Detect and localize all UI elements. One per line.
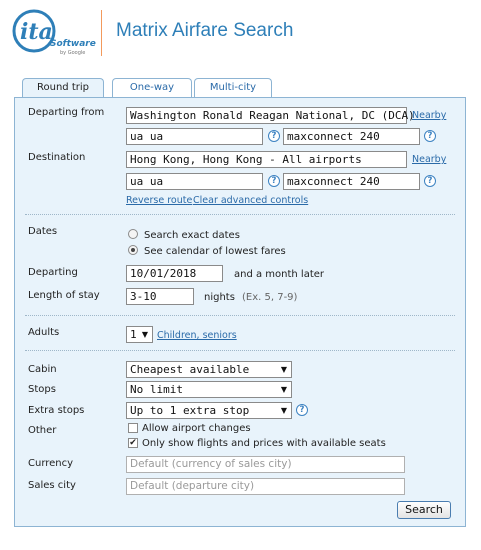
search-form <box>14 97 466 527</box>
departing-from-input[interactable]: Washington Ronald Reagan National, DC (DCA) <box>126 107 407 124</box>
departing-extension-input[interactable]: maxconnect 240 <box>283 128 420 145</box>
adults-label: Adults <box>28 327 60 338</box>
departing-nearby-link[interactable]: Nearby <box>412 110 447 121</box>
triangle-down-icon: ▼ <box>280 406 287 415</box>
exact-dates-label: Search exact dates <box>144 230 240 241</box>
section-divider <box>25 214 455 215</box>
length-of-stay-input[interactable]: 3-10 <box>126 288 194 305</box>
only-available-seats-checkbox[interactable] <box>128 438 138 448</box>
departing-note: and a month later <box>234 269 325 280</box>
logo-by: by Google <box>60 50 86 56</box>
triangle-down-icon: ▼ <box>280 385 287 394</box>
departing-from-label: Departing from <box>28 107 105 118</box>
currency-label: Currency <box>28 458 74 469</box>
departing-routing-input[interactable]: ua ua <box>126 128 263 145</box>
question-circle-icon[interactable]: ? <box>268 175 280 187</box>
length-of-stay-label: Length of stay <box>28 290 100 301</box>
question-circle-icon[interactable]: ? <box>424 130 436 142</box>
tab-multi-city[interactable]: Multi-city <box>194 78 272 98</box>
sales-city-input[interactable]: Default (departure city) <box>126 478 405 495</box>
triangle-down-icon: ▼ <box>280 365 287 374</box>
other-label: Other <box>28 425 57 436</box>
question-circle-icon[interactable]: ? <box>296 404 308 416</box>
destination-routing-input[interactable]: ua ua <box>126 173 263 190</box>
extra-stops-select[interactable] <box>126 402 292 419</box>
tab-one-way[interactable]: One-way <box>112 78 192 98</box>
logo-sub: Software <box>50 39 96 49</box>
currency-input[interactable]: Default (currency of sales city) <box>126 456 405 473</box>
triangle-down-icon: ▼ <box>141 330 148 339</box>
nights-label: nights <box>204 292 235 303</box>
reverse-route-link[interactable]: Reverse route <box>126 195 193 206</box>
stops-value: No limit <box>130 383 183 396</box>
search-button[interactable]: Search <box>397 501 451 519</box>
page-title: Matrix Airfare Search <box>116 20 294 41</box>
cabin-select[interactable] <box>126 361 292 378</box>
adults-value: 1 <box>130 328 137 341</box>
allow-airport-changes-label: Allow airport changes <box>142 423 251 434</box>
stay-hint: (Ex. 5, 7-9) <box>242 292 298 303</box>
section-divider <box>25 350 455 351</box>
logo-text: ita <box>20 19 53 45</box>
stops-select[interactable] <box>126 381 292 398</box>
extra-stops-label: Extra stops <box>28 405 85 416</box>
departing-date-input[interactable]: 10/01/2018 <box>126 265 223 282</box>
question-circle-icon[interactable]: ? <box>424 175 436 187</box>
calendar-radio[interactable] <box>128 245 138 255</box>
extra-stops-value: Up to 1 extra stop <box>130 404 250 417</box>
section-divider <box>25 315 455 316</box>
header-divider <box>101 10 102 56</box>
stops-label: Stops <box>28 384 56 395</box>
cabin-value: Cheapest available <box>130 363 250 376</box>
adults-select[interactable] <box>126 326 153 343</box>
tab-round-trip[interactable]: Round trip <box>22 78 104 99</box>
destination-nearby-link[interactable]: Nearby <box>412 154 447 165</box>
question-circle-icon[interactable]: ? <box>268 130 280 142</box>
destination-input[interactable]: Hong Kong, Hong Kong - All airports <box>126 151 407 168</box>
departing-date-label: Departing <box>28 267 78 278</box>
dates-label: Dates <box>28 226 58 237</box>
calendar-label: See calendar of lowest fares <box>144 246 286 257</box>
header <box>0 0 481 64</box>
cabin-label: Cabin <box>28 364 57 375</box>
only-available-seats-label: Only show flights and prices with available seats <box>142 438 386 449</box>
destination-extension-input[interactable]: maxconnect 240 <box>283 173 420 190</box>
clear-advanced-link[interactable]: Clear advanced controls <box>193 195 309 206</box>
children-seniors-link[interactable]: Children, seniors <box>157 330 237 341</box>
checkmark-icon: ✔ <box>129 438 137 448</box>
destination-label: Destination <box>28 152 86 163</box>
sales-city-label: Sales city <box>28 480 76 491</box>
allow-airport-changes-checkbox[interactable] <box>128 423 138 433</box>
ita-software-logo <box>12 8 96 58</box>
exact-dates-radio[interactable] <box>128 229 138 239</box>
